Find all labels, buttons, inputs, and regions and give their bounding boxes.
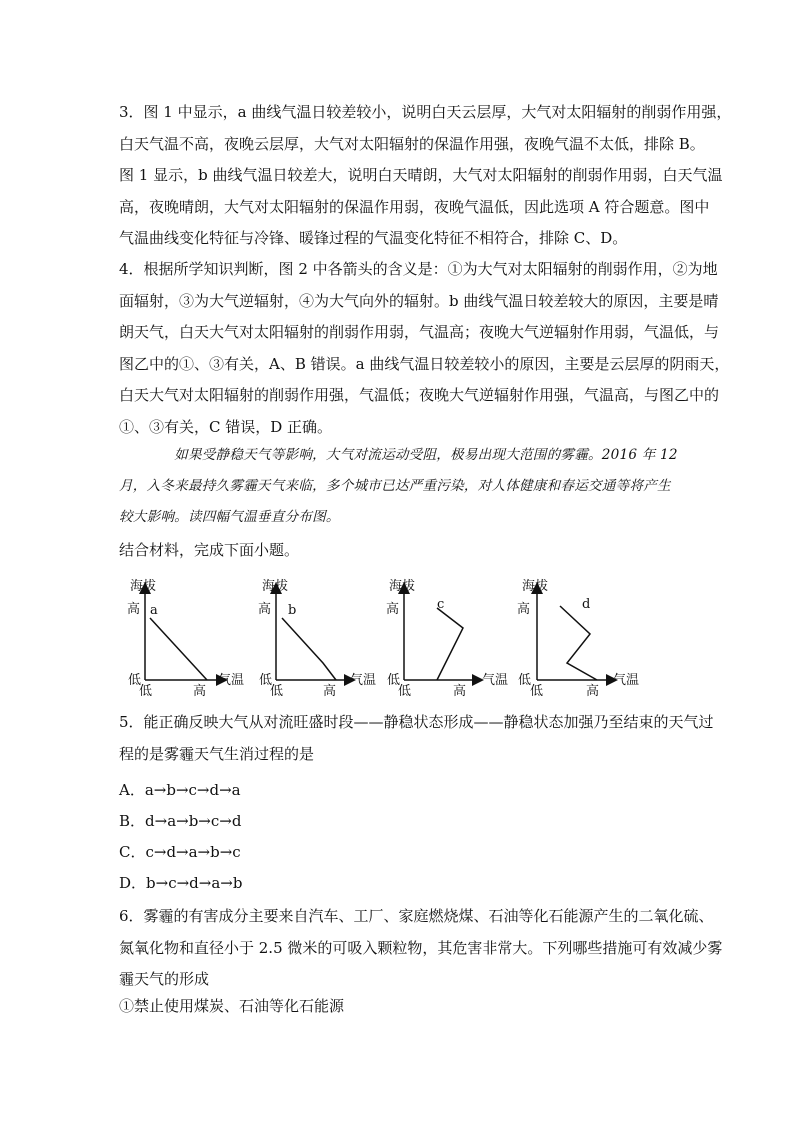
temperature-curve [150,618,207,680]
q3-line: 3．图 1 中显示，a 曲线气温日较差较小，说明白天云层厚，大气对太阳辐射的削弱作用强， [119,103,732,121]
y-axis-label: 海拔 [130,579,157,594]
profile-diagrams-svg [0,568,794,698]
curve-label: c [437,597,445,612]
q5-line: 程的是雾霾天气生消过程的是 [119,744,315,763]
high-label: 高 [453,684,467,698]
material-line: 较大影响。读四幅气温垂直分布图。 [119,509,340,525]
q5-option-d[interactable]: D．b→c→d→a→b [119,874,243,892]
profile-panel-d [517,578,639,698]
q4-paragraph [119,254,730,443]
temperature-curve [560,606,597,680]
high-label: 高 [586,684,600,698]
x-axis-label: 气温 [482,673,509,688]
q3-line: 图 1 显示，b 曲线气温日较差大，说明白天晴朗，大气对太阳辐射的削弱作用弱，白天气温 [119,166,723,184]
y-axis-label: 海拔 [262,579,289,594]
q6-line: 6．雾霾的有害成分主要来自汽车、工厂、家庭燃烧煤、石油等化石能源产生的二氧化硫、 [119,907,714,925]
high-label: 高 [323,684,337,698]
q5-option-a[interactable]: A．a→b→c→d→a [119,781,241,799]
low-label: 低 [387,673,401,688]
low-label: 低 [398,684,412,698]
x-axis-label: 气温 [350,673,377,688]
y-axis-label: 海拔 [522,579,549,594]
material-passage [119,440,679,533]
low-label: 低 [518,673,532,688]
q3-line: 高，夜晚晴朗，大气对太阳辐射的保温作用弱，夜晚气温低，因此选项 A 符合题意。图中 [119,197,710,216]
low-label: 低 [270,684,284,698]
profile-panel-b [258,578,376,698]
material-line: 如果受静稳天气等影响，大气对流运动受阻，极易出现大范围的雾霾。2016 年 12 [119,447,678,463]
low-label: 低 [128,673,142,688]
curve-label: b [288,603,297,618]
q3-line: 白天气温不高，夜晚云层厚，大气对太阳辐射的保温作用强，夜晚气温不太低，排除 B。 [119,134,705,153]
high-label: 高 [386,602,400,617]
q4-line: 白天大气对太阳辐射的削弱作用强，气温低；夜晚大气逆辐射作用强，气温高，与图乙中的 [119,386,720,404]
profile-panel-c [386,578,508,698]
high-label: 高 [258,602,272,617]
q3-line: 气温曲线变化特征与冷锋、暖锋过程的气温变化特征不相符合，排除 C、D。 [119,229,628,247]
high-label: 高 [193,684,207,698]
q4-line: 面辐射，③为大气逆辐射，④为大气向外的辐射。b 曲线气温日较差较大的原因，主要是晴 [119,291,719,310]
q6-item-1[interactable]: ①禁止使用煤炭、石油等化石能源 [119,997,345,1015]
low-label: 低 [530,684,544,698]
q6-line: 霾天气的形成 [119,970,210,988]
x-axis-label: 气温 [218,673,245,688]
q4-line: 朗天气，白天大气对太阳辐射的削弱作用弱，气温高；夜晚大气逆辐射作用弱，气温低，与 [119,323,720,341]
y-axis-label: 海拔 [389,579,416,594]
low-label: 低 [259,673,273,688]
q4-line: 图乙中的①、③有关，A、B 错误。a 曲线气温日较差较小的原因，主要是云层厚的阴雨天， [119,354,730,373]
low-label: 低 [139,684,153,698]
temperature-curve [437,608,463,680]
curve-label: d [582,597,591,612]
q3-paragraph [119,97,732,255]
q4-line: 4．根据所学知识判断，图 2 中各箭头的含义是：①为大气对太阳辐射的削弱作用，②为地 [119,260,718,278]
q5-option-b[interactable]: B．d→a→b→c→d [119,812,242,830]
q4-line: ①、③有关，C 错误，D 正确。 [119,417,333,436]
q5-stem [119,707,714,770]
material-line: 月，入冬来最持久雾霾天气来临，多个城市已达严重污染，对人体健康和春运交通等将产生 [119,478,671,494]
q6-stem [119,901,723,996]
instruction-text: 结合材料，完成下面小题。 [119,541,300,559]
temperature-profile-figure [0,568,794,698]
q5-line: 5．能正确反映大气从对流旺盛时段——静稳状态形成——静稳状态加强乃至结束的天气过 [119,713,714,731]
x-axis-label: 气温 [613,673,640,688]
curve-label: a [150,603,158,618]
high-label: 高 [517,602,531,617]
q6-line: 氮氧化物和直径小于 2.5 微米的可吸入颗粒物，其危害非常大。下列哪些措施可有效减少雾 [119,938,723,957]
q5-option-c[interactable]: C．c→d→a→b→c [119,843,241,861]
profile-panel-a [127,578,244,698]
high-label: 高 [127,602,141,617]
temperature-curve [282,618,336,680]
